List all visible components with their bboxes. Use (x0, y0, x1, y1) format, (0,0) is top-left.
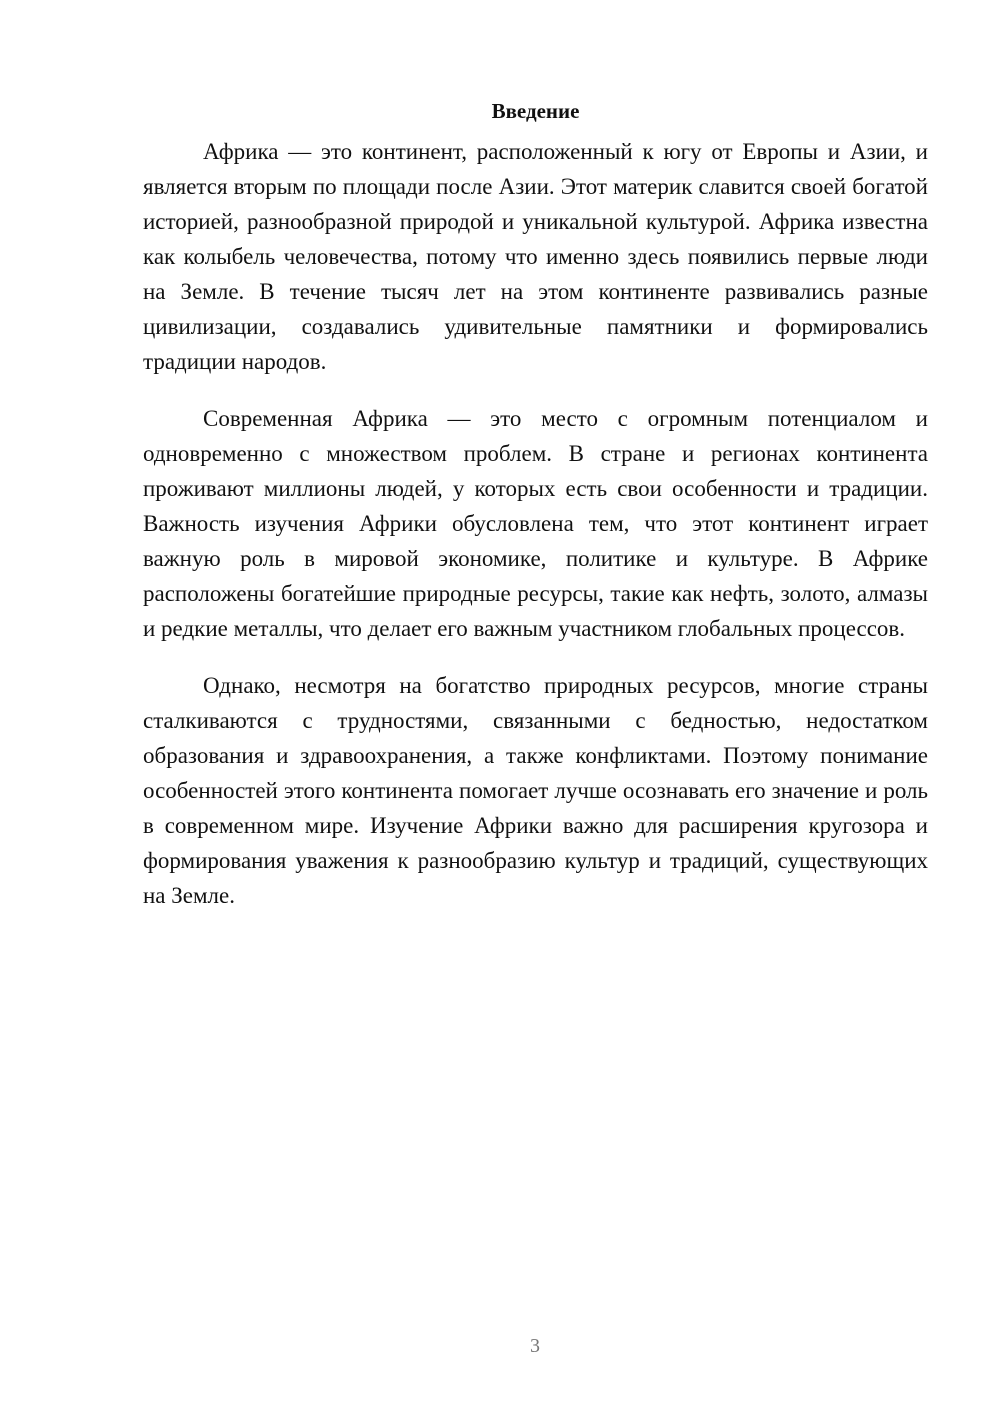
section-heading: Введение (491, 99, 580, 123)
paragraph-3: Однако, несмотря на богатство природных ресурсов, многие страны сталкиваются с трудностями, связанными с бедностью, недостатком образования и здравоохранения, а также конфликтами. Поэтому понимание особенностей этого континента помогает лучше осознавать его значение и роль в современном мире. Изучение Африки важно для расширения кругозора и формирования уважения к разнообразию культур и традиций, существующих на Земле. (143, 673, 928, 908)
paragraph-1: Африка — это континент, расположенный к югу от Европы и Азии, и является вторым по площади после Азии. Этот материк славится своей богатой историей, разнообразной природой и уникальной культурой. Африка известна как колыбель человечества, потому что именно здесь появились первые люди на Земле. В течение тысяч лет на этом континенте развивались разные цивилизации, создавались удивительные памятники и формировались традиции народов. (143, 139, 928, 374)
page-content (143, 96, 928, 935)
paragraph-2: Современная Африка — это место с огромным потенциалом и одновременно с множеством проблем. В стране и регионах континента проживают миллионы людей, у которых есть свои особенности и традиции. Важность изучения Африки обусловлена тем, что этот континент играет важную роль в мировой экономике, политике и культуре. В Африке расположены богатейшие природные ресурсы, такие как нефть, золото, алмазы и редкие металлы, что делает его важным участником глобальных процессов. (143, 406, 928, 641)
page-number: 3 (530, 1335, 540, 1357)
